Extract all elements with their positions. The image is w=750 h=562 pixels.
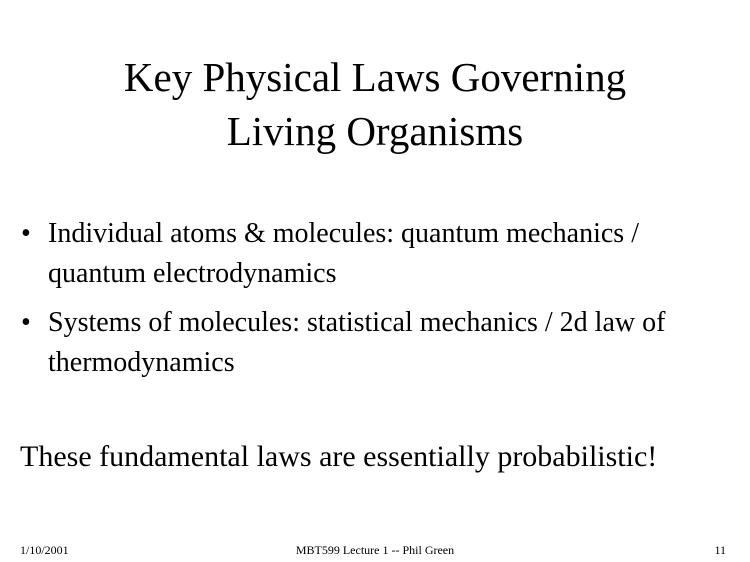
bullet-item	[18, 303, 743, 383]
bullet-text: Individual atoms & molecules: quantum mechanics / quantum electrodynamics	[48, 218, 639, 289]
bullet-marker: •	[21, 307, 31, 338]
slide-title-line-1: Key Physical Laws Governing	[123, 54, 627, 100]
slide-title-line-2: Living Organisms	[226, 108, 524, 154]
bullet-item	[18, 214, 743, 294]
footer-page-number: 11	[714, 543, 726, 557]
bullet-marker: •	[21, 218, 31, 249]
key-statement: These fundamental laws are essentially probabilistic!	[20, 440, 658, 473]
bullet-list	[18, 214, 743, 392]
slide-title	[0, 50, 750, 158]
footer-lecture-info: MBT599 Lecture 1 -- Phil Green	[295, 543, 455, 557]
footer-date: 1/10/2001	[20, 543, 69, 557]
bullet-text: Systems of molecules: statistical mechanics / 2d law of thermodynamics	[48, 307, 666, 378]
